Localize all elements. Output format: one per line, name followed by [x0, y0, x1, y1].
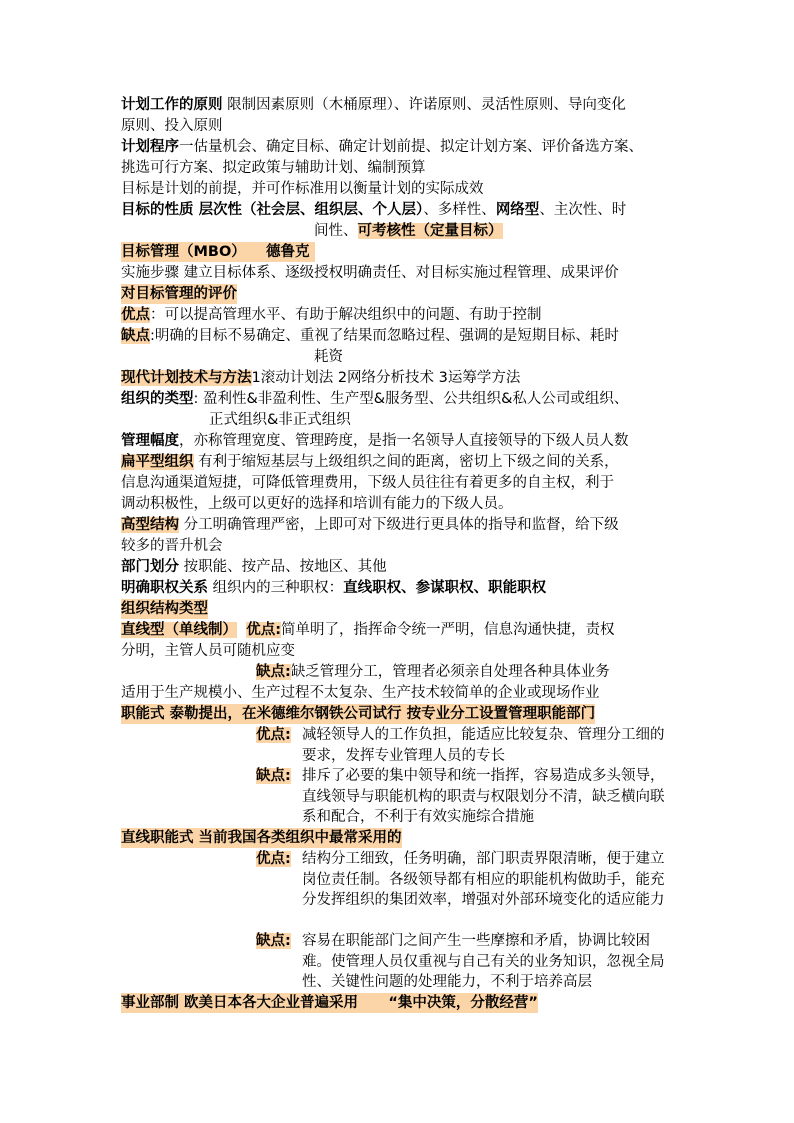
mbo-disadvantages-cont: 耗资: [314, 349, 343, 365]
department-division: 部门划分 按职能、按产品、按地区、其他: [121, 559, 387, 575]
line-structure-adv-cont: 分明，主管人员可随机应变: [121, 643, 295, 659]
mbo-disadvantages: 缺点:明确的目标不易确定、重视了结果而忽略过程、强调的是短期目标、耗时: [121, 328, 619, 344]
functional-structure-title: 职能式 泰勒提出，在米德维尔钢铁公司试行 按专业分工设置管理职能部门: [121, 706, 596, 722]
mbo-eval-title: 对目标管理的评价: [121, 286, 237, 302]
line-functional-dis-text: 容易在职能部门之间产生一些摩擦和矛盾，协调比较困难。使管理人员仅重视与自己有关的业务知识，忽视全局性、关键性问题的处理能力，不利于培养高层: [302, 933, 665, 990]
org-types-line1: 组织的类型: 盈利性&非盈利性、生产型&服务型、公共组织&私人公司或组织、: [121, 391, 629, 407]
line-functional-dis-label: 缺点:: [256, 933, 291, 949]
flat-structure-line1: 扁平型组织 有利于缩短基层与上级组织之间的距离，密切上下级之间的关系，: [121, 454, 619, 470]
line-structure-suitability: 适用于生产规模小、生产过程不太复杂、生产技术较简单的企业或现场作业: [121, 685, 600, 701]
plan-principles-line1: 计划工作的原则 限制因素原则（木桶原理）、许诺原则、灵活性原则、导向变化: [121, 97, 626, 113]
line-structure-disadv: 缺点:缺乏管理分工，管理者必须亲自处理各种具体业务: [256, 664, 610, 680]
org-types-line2: 正式组织&非正式组织: [209, 412, 351, 428]
line-functional-adv-label: 优点:: [256, 851, 291, 867]
plan-procedure-line2: 挑选可行方案、拟定政策与辅助计划、编制预算: [121, 160, 426, 176]
line-functional-title: 直线职能式 当前我国各类组织中最常采用的: [121, 830, 402, 846]
line-functional-adv-text: 结构分工细致，任务明确，部门职责界限清晰，便于建立岗位责任制。各级领导都有相应的职能机构做助手，能充分发挥组织的集团效率，增强对外部环境变化的适应能力: [302, 851, 665, 908]
functional-adv-text: 减轻领导人的工作负担，能适应比较复杂、管理分工细的要求，发挥专业管理人员的专长: [302, 727, 665, 764]
flat-structure-line3: 调动积极性，上级可以更好的选择和培训有能力的下级人员。: [121, 496, 513, 512]
goal-nature-line2: 间性、可考核性（定量目标）: [314, 223, 503, 239]
functional-dis-text: 排斥了必要的集中领导和统一指挥，容易造成多头领导，直线领导与职能机构的职责与权限划分不清，缺乏横向联系和配合，不利于有效实施综合措施: [302, 768, 665, 825]
line-structure-title: 直线型（单线制） 优点:简单明了，指挥命令统一严明，信息沟通快捷，责权: [121, 622, 615, 638]
functional-dis-label: 缺点:: [256, 768, 291, 784]
functional-adv-label: 优点:: [256, 727, 291, 743]
division-structure-title: 事业部制 欧美日本各大企业普遍采用 “集中决策，分散经营”: [121, 995, 538, 1011]
authority-relations: 明确职权关系 组织内的三种职权：直线职权、参谋职权、职能职权: [121, 580, 547, 596]
structure-types-heading: 组织结构类型: [121, 601, 208, 617]
goal-nature-line1: 目标的性质 层次性（社会层、组织层、个人层）、多样性、网络型、主次性、时: [121, 202, 627, 218]
tall-structure-line1: 高型结构 分工明确管理严密，上即可对下级进行更具体的指导和监督，给下级: [121, 517, 619, 533]
mbo-title: 目标管理（MBO） 德鲁克: [121, 242, 315, 262]
mbo-steps: 实施步骤 建立目标体系、逐级授权明确责任、对目标实施过程管理、成果评价: [121, 265, 619, 281]
tall-structure-line2: 较多的晋升机会: [121, 538, 223, 554]
mbo-advantages: 优点：可以提高管理水平、有助于解决组织中的问题、有助于控制: [121, 307, 542, 323]
flat-structure-line2: 信息沟通渠道短捷，可降低管理费用，下级人员往往有着更多的自主权，利于: [121, 475, 614, 491]
goal-premise: 目标是计划的前提，并可作标准用以衡量计划的实际成效: [121, 181, 484, 197]
management-span: 管理幅度，亦称管理宽度、管理跨度，是指一名领导人直接领导的下级人员人数: [121, 433, 629, 449]
plan-principles-line2: 原则、投入原则: [121, 118, 223, 134]
plan-procedure-line1: 计划程序一估量机会、确定目标、确定计划前提、拟定计划方案、评价备选方案、: [121, 139, 643, 155]
modern-tech: 现代计划技术与方法1滚动计划法 2网络分析技术 3运筹学方法: [121, 370, 521, 386]
